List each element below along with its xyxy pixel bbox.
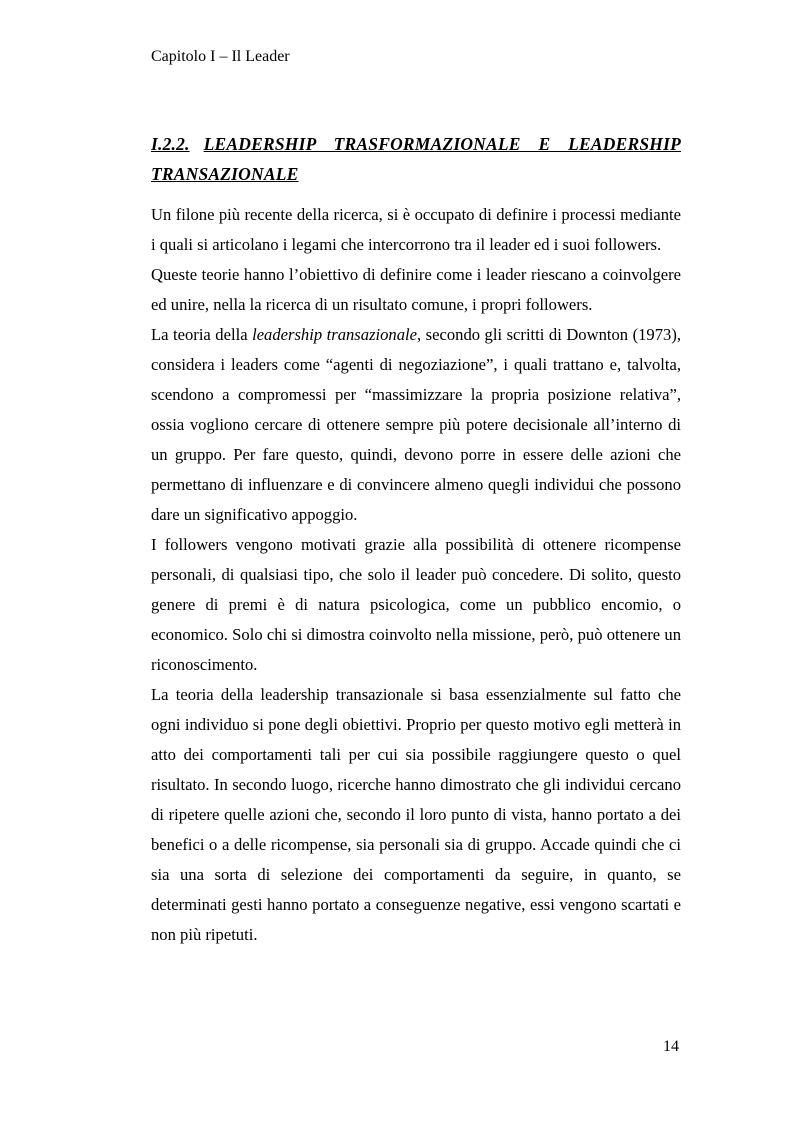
page-number: 14 [663,1038,679,1055]
paragraph: Un filone più recente della ricerca, si è occupato di definire i processi mediante i quali si articolano i legami che intercorrono tra il leader ed i suoi followers. [151,205,681,254]
paragraph-text: , secondo gli scritti di Downton (1973), considera i leaders come “agenti di negoziazione”, i quali trattano e, talvolta, scendono a compromessi per “massimizzare la propria posizione relativa”, ossia vogliono cercare di ottenere sempre più potere decisionale all’interno di un gruppo. Per fare questo, quindi, devono porre in essere delle azioni che permettano di influenzare e di convincere almeno quegli individui che possono dare un significativo appoggio. [151,325,681,524]
paragraph: Queste teorie hanno l’obiettivo di definire come i leader riescano a coinvolgere ed unire, nella la ricerca di un risultato comune, i propri followers. [151,265,681,314]
body-text [151,200,681,950]
section-title: LEADERSHIP TRASFORMAZIONALE E LEADERSHIP TRANSAZIONALE [151,134,681,184]
paragraph: I followers vengono motivati grazie alla possibilità di ottenere ricompense personali, di qualsiasi tipo, che solo il leader può concedere. Di solito, questo genere di premi è di natura psicologica, come un pubblico encomio, o economico. Solo chi si dimostra coinvolto nella missione, però, può ottenere un riconoscimento. [151,535,681,674]
paragraph [151,320,681,530]
section-heading [151,129,681,189]
paragraph-text: La teoria della [151,325,253,344]
running-header: Capitolo I – Il Leader [151,48,290,65]
section-number: I.2.2. [151,134,190,154]
paragraph: La teoria della leadership transazionale si basa essenzialmente sul fatto che ogni individuo si pone degli obiettivi. Proprio per questo motivo egli metterà in atto dei comportamenti tali per cui sia possibile raggiungere questo o quel risultato. In secondo luogo, ricerche hanno dimostrato che gli individui cercano di ripetere quelle azioni che, secondo il loro punto di vista, hanno portato a dei benefici o a delle ricompense, sia personali sia di gruppo. Accade quindi che ci sia una sorta di selezione dei comportamenti da seguire, in quanto, se determinati gesti hanno portato a conseguenze negative, essi vengono scartati e non più ripetuti. [151,685,681,944]
emphasized-term: leadership transazionale [252,325,417,344]
